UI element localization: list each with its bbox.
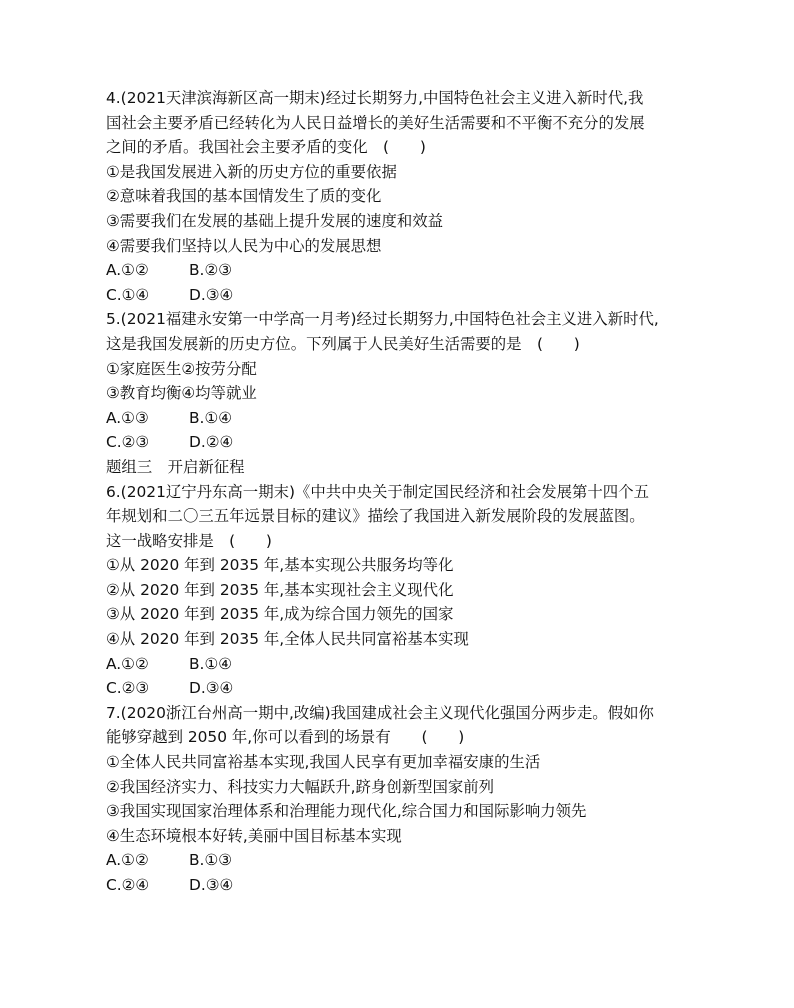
- options-row: [106, 652, 686, 677]
- statement: ②我国经济实力、科技实力大幅跃升,跻身创新型国家前列: [106, 777, 495, 796]
- question-stem: 年规划和二〇三五年远景目标的建议》描绘了我国进入新发展阶段的发展蓝图。: [106, 507, 645, 526]
- statement: ①全体人民共同富裕基本实现,我国人民享有更加幸福安康的生活: [106, 753, 541, 772]
- statement: ①是我国发展进入新的历史方位的重要依据: [106, 162, 397, 181]
- options-row: [106, 848, 686, 873]
- statement: ④需要我们坚持以人民为中心的发展思想: [106, 236, 382, 255]
- question-6: [106, 480, 686, 701]
- question-stem: 能够穿越到 2050 年,你可以看到的场景有 ( ): [106, 728, 465, 747]
- question-stem: 6.(2021辽宁丹东高一期末)《中共中央关于制定国民经济和社会发展第十四个五: [106, 482, 649, 501]
- option-c: C.②③: [106, 433, 150, 452]
- group-heading: 题组三 开启新征程: [106, 457, 245, 476]
- option-b: B.①③: [189, 851, 233, 870]
- option-d: D.③④: [189, 679, 234, 698]
- option-a: A.①②: [106, 261, 149, 280]
- option-b: B.②③: [189, 261, 233, 280]
- question-5: [106, 307, 686, 455]
- question-7: [106, 701, 686, 898]
- question-stem: 之间的矛盾。我国社会主要矛盾的变化 ( ): [106, 138, 426, 157]
- option-d: D.②④: [189, 433, 234, 452]
- option-c: C.②④: [106, 876, 150, 894]
- option-d: D.③④: [189, 876, 234, 894]
- question-stem: 这是我国发展新的历史方位。下列属于人民美好生活需要的是 ( ): [106, 334, 580, 353]
- option-d: D.③④: [189, 285, 234, 304]
- statement: ②意味着我国的基本国情发生了质的变化: [106, 187, 382, 206]
- statement: ④从 2020 年到 2035 年,全体人民共同富裕基本实现: [106, 630, 469, 649]
- question-stem: 7.(2020浙江台州高一期中,改编)我国建成社会主义现代化强国分两步走。假如你: [106, 703, 654, 722]
- statement: ④生态环境根本好转,美丽中国目标基本实现: [106, 826, 402, 845]
- statement: ①从 2020 年到 2035 年,基本实现公共服务均等化: [106, 556, 454, 575]
- statement: ③我国实现国家治理体系和治理能力现代化,综合国力和国际影响力领先: [106, 802, 587, 821]
- options-row: [106, 258, 686, 283]
- options-row: [106, 283, 686, 308]
- question-stem: 5.(2021福建永安第一中学高一月考)经过长期努力,中国特色社会主义进入新时代,: [106, 310, 659, 329]
- options-row: [106, 430, 686, 455]
- option-c: C.②③: [106, 679, 150, 698]
- options-row: [106, 873, 686, 898]
- question-stem: 这一战略安排是 ( ): [106, 531, 272, 550]
- option-a: A.①③: [106, 408, 149, 427]
- question-stem: 4.(2021天津滨海新区高一期末)经过长期努力,中国特色社会主义进入新时代,我: [106, 89, 644, 107]
- question-4: [106, 86, 686, 307]
- option-b: B.①④: [189, 654, 233, 673]
- document-page: [106, 86, 686, 898]
- options-row: [106, 406, 686, 431]
- statement: ②从 2020 年到 2035 年,基本实现社会主义现代化: [106, 580, 454, 599]
- statement: ③教育均衡④均等就业: [106, 384, 257, 403]
- statement: ①家庭医生②按劳分配: [106, 359, 257, 378]
- statement: ③从 2020 年到 2035 年,成为综合国力领先的国家: [106, 605, 454, 624]
- option-b: B.①④: [189, 408, 233, 427]
- option-a: A.①②: [106, 851, 149, 870]
- options-row: [106, 676, 686, 701]
- question-stem: 国社会主要矛盾已经转化为人民日益增长的美好生活需要和不平衡不充分的发展: [106, 113, 645, 132]
- option-a: A.①②: [106, 654, 149, 673]
- statement: ③需要我们在发展的基础上提升发展的速度和效益: [106, 211, 444, 230]
- option-c: C.①④: [106, 285, 150, 304]
